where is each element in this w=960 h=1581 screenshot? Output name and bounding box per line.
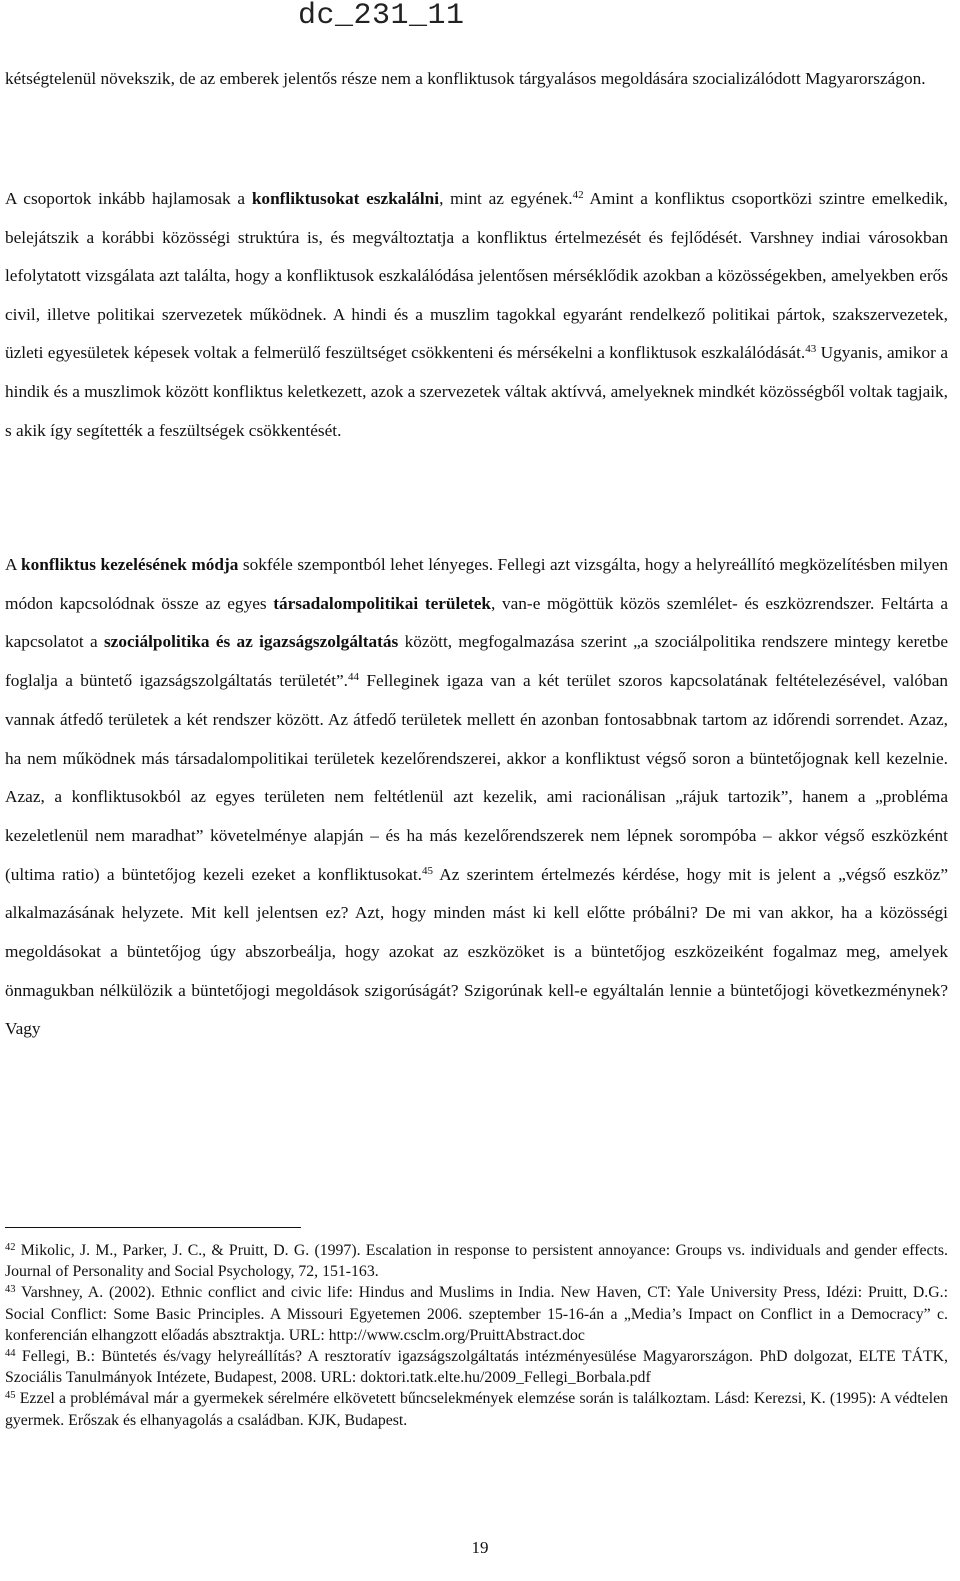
document-code-header: dc_231_11 [298,0,465,33]
text-run: Amint a konfliktus csoportközi szintre emelkedik, belejátszik a korábbi közösségi struktúra is, és megváltoztatja a konfliktus értelmezését és fejlődését. Varshney indiai városokban lefolytatott vizsgálata azt találta, hogy a konfliktusok eszkalálódása jelentősen mérséklődik azokban a közösségekben, amelyekben erős civil, illetve politikai szervezetek működnek. A hindi és a muszlim tagokkal egyaránt rendelkező politikai pártok, szakszervezetek, üzleti egyesületek képesek voltak a felmerülő feszültséget csökkenteni és mérsékelni a konfliktusok eszkalálódását. [5,189,948,363]
footnote-ref-44[interactable]: 44 [348,671,359,684]
footnote-number: 45 [5,1390,16,1402]
paragraph-1 [5,66,948,91]
footnote-45 [5,1388,948,1430]
footnote-text: Fellegi, B.: Büntetés és/vagy helyreállítás? A resztoratív igazságszolgáltatás intézményesülése Magyarországon. PhD dolgozat, ELTE TÁTK, Szociális Tanulmányok Intézete, Budapest, 2008. URL: doktori.tatk.elte.hu/2009_Fellegi_Borbala.pdf [5,1348,948,1387]
text-run: Az szerintem értelmezés kérdése, hogy mit is jelent a „végső eszköz” alkalmazásának helyzete. Mit kell jelentsen ez? Azt, hogy minden mást ki kell előtte próbálni? De mi van akkor, ha a közösségi megoldásokat a büntetőjog úgy abszorbeálja, hogy azokat az eszközöket is a büntetőjog eszközeiként fogalmaz meg, amelyek önmagukban nélkülözik a büntetőjogi megoldások szigorúságát? Szigorúnak kell-e egyáltalán lennie a büntetőjogi következménynek? Vagy [5,864,949,1039]
footnote-43 [5,1282,948,1346]
bold-term: szociálpolitika és az igazságszolgáltatás [103,632,399,652]
text-run: között, megfogalmazása szerint „a szociálpolitika rendszere mintegy keretbe foglalja a büntető igazságszolgáltatás területét”. [5,632,948,691]
text-run: sokféle szempontból lehet lényeges. Fellegi azt vizsgálta, hogy a helyreállító megközelítésben milyen módon kapcsolódnak össze az egyes [5,555,948,613]
footnote-42 [5,1240,948,1282]
text-run: , mint az egyének. [439,189,573,208]
footnote-ref-45[interactable]: 45 [421,864,433,877]
bold-term: konfliktusokat eszkalálni [251,189,440,208]
bold-term: konfliktus kezelésének módja [21,555,239,574]
paragraph-2-text [5,180,948,450]
text-run: A csoportok inkább hajlamosak a [5,189,252,208]
footnote-text: Ezzel a problémával már a gyermekek sérelmére elkövetett bűncselekmények elemzése során is találkoztam. Lásd: Kerezsi, K. (1995): A védtelen gyermek. Erőszak és elhanyagolás a családban. KJK, Budapest. [5,1390,948,1429]
footnote-number: 42 [5,1241,16,1253]
text-run: Felleginek igaza van a két terület szoros kapcsolatának feltételezésével, valóban vannak átfedő területek a két rendszer között. Az átfedő területek mellett én azonban fontosabbnak tartom az időrendi sorrendet. Azaz, ha nem működnek más társadalompolitikai területek kezelőrendszerei, akkor a konfliktust végső soron a büntetőjognak kell kezelnie. Azaz, a konfliktusokból az egyes területen nem feltétlenül azt kezelik, ami racionálisan „rájuk tartozik”, hanem a „probléma kezeletlenül nem maradhat” követelménye alapján – és ha más kezelőrendszerek nem lépnek sorompóba – akkor végső eszközként (ultima ratio) a büntetőjog kezeli ezeket a konfliktusokat. [5,671,949,884]
footnotes [5,1240,948,1431]
paragraph-2 [5,180,948,450]
paragraph-3-text [5,546,948,1049]
footnote-text: Mikolic, J. M., Parker, J. C., & Pruitt, D. G. (1997). Escalation in response to persistent annoyance: Groups vs. individuals and gender effects. Journal of Personality and Social Psychology, 72, 151-163. [5,1242,948,1281]
paragraph-1-text: kétségtelenül növekszik, de az emberek jelentős része nem a konfliktusok tárgyalásos megoldására szocializálódott Magyarországon. [5,69,926,88]
bold-term: társadalompolitikai területek [273,593,492,613]
page-number: 19 [471,1538,489,1557]
paragraph-3 [5,546,948,1049]
footnote-44 [5,1346,948,1388]
footnote-text: Varshney, A. (2002). Ethnic conflict and civic life: Hindus and Muslims in India. New Haven, CT: Yale University Press, Idézi: Pruitt, D.G.: Social Conflict: Some Basic Principles. A Missouri Egyetemen 2006. szeptember 15-16-án a „Media’s Impact on Conflict in a Democracy” c. konferencián elhangzott előadás absztraktja. URL: http://www.csclm.org/PruittAbstract.doc [5,1284,948,1344]
text-run: A [5,555,22,574]
footnote-ref-43[interactable]: 43 [805,343,817,356]
footnote-number: 44 [5,1347,16,1359]
footnote-separator [5,1227,301,1228]
footnote-ref-42[interactable]: 42 [572,188,584,201]
text-run: , van-e mögöttük közös szemlélet- és eszközrendszer. Feltárta a kapcsolatot a [5,593,948,652]
text-run: Ugyanis, amikor a hindik és a muszlimok között konfliktus keletkezett, azok a szervezetek váltak aktívvá, amelyeknek mindkét közösségből voltak tagjaik, s akik így segítették a feszültségek csökkentését. [5,343,949,440]
footnote-number: 43 [5,1284,16,1296]
